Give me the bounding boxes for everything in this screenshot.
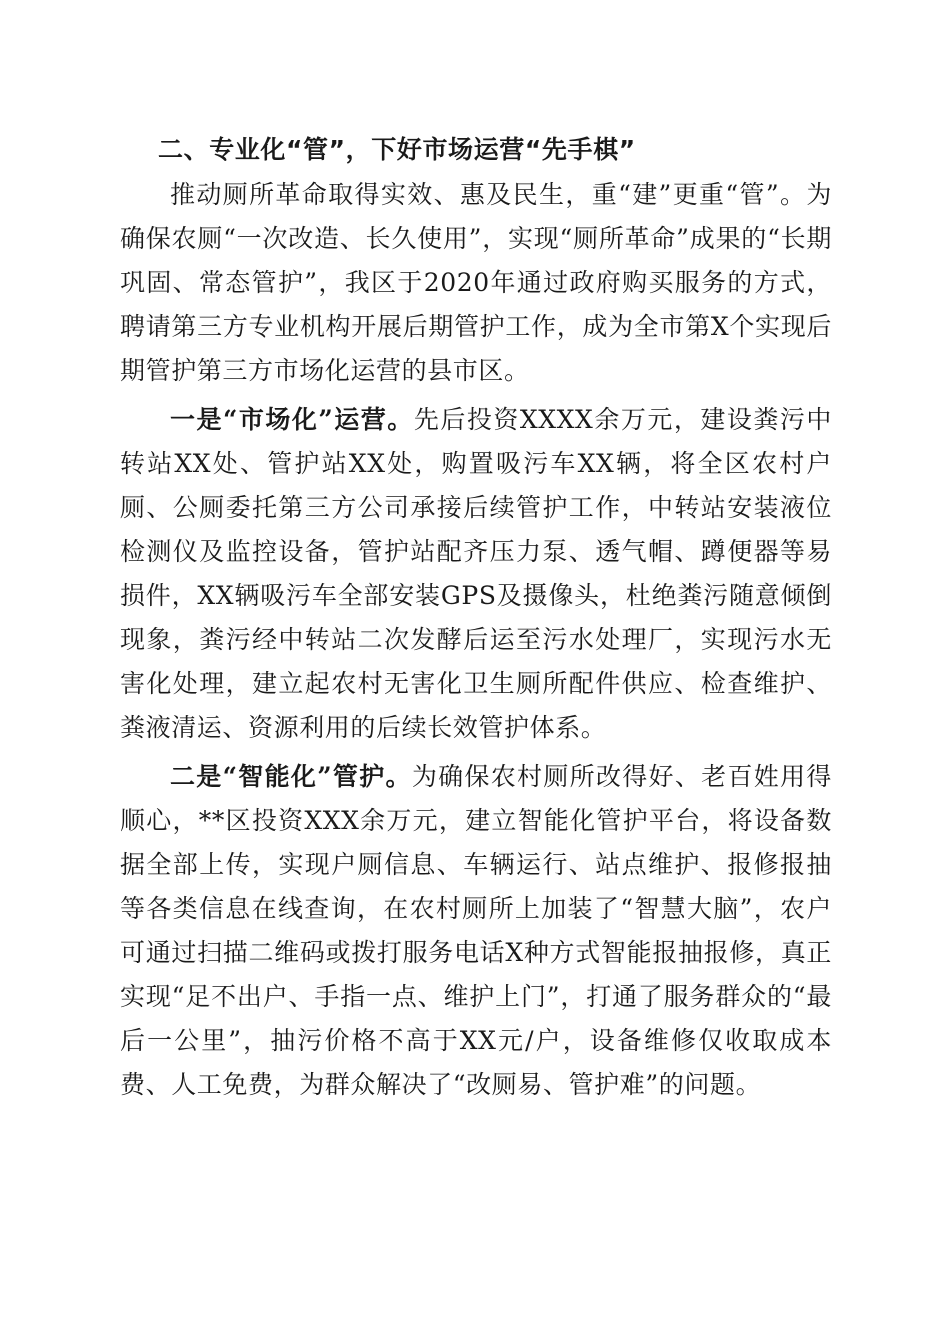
section-heading: 二、专业化“管”，下好市场运营“先手棋” xyxy=(158,135,636,164)
paragraph-text: 先后投资XXXX余万元，建设粪污中转站XX处、管护站XX处，购置吸污车XX辆，将全区农村户厕、公厕委托第三方公司承接后续管护工作，中转站安装液位检测仪及监控设备，管护站配齐压力泵、透气帽、蹲便器等易损件，XX辆吸污车全部安装GPS及摄像头，杜绝粪污随意倾倒现象，粪污经中转站二次发酵后运至污水处理厂，实现污水无害化处理，建立起农村无害化卫生厕所配件供应、检查维护、粪液清运、资源利用的后续长效管护体系。 xyxy=(120,405,832,742)
paragraph-lead: 一是“市场化”运营。 xyxy=(170,405,414,434)
paragraph-market-operation xyxy=(120,398,832,750)
paragraph-intro xyxy=(120,173,832,393)
paragraph-text: 推动厕所革命取得实效、惠及民生，重“建”更重“管”。为确保农厕“一次改造、长久使用”，实现“厕所革命”成果的“长期巩固、常态管护”，我区于2020年通过政府购买服务的方式，聘请第三方专业机构开展后期管护工作，成为全市第X个实现后期管护第三方市场化运营的县市区。 xyxy=(120,180,832,385)
paragraph-text: 为确保农村厕所改得好、老百姓用得顺心，**区投资XXX余万元，建立智能化管护平台，将设备数据全部上传，实现户厕信息、车辆运行、站点维护、报修报抽等各类信息在线查询，在农村厕所上加装了“智慧大脑”，农户可通过扫描二维码或拨打服务电话X种方式智能报抽报修，真正实现“足不出户、手指一点、维护上门”，打通了服务群众的“最后一公里”，抽污价格不高于XX元/户，设备维修仅收取成本费、人工免费，为群众解决了“改厕易、管护难”的问题。 xyxy=(120,762,832,1099)
paragraph-lead: 二是“智能化”管护。 xyxy=(170,762,412,791)
paragraph-smart-management xyxy=(120,755,832,1107)
document-body xyxy=(120,128,832,1112)
